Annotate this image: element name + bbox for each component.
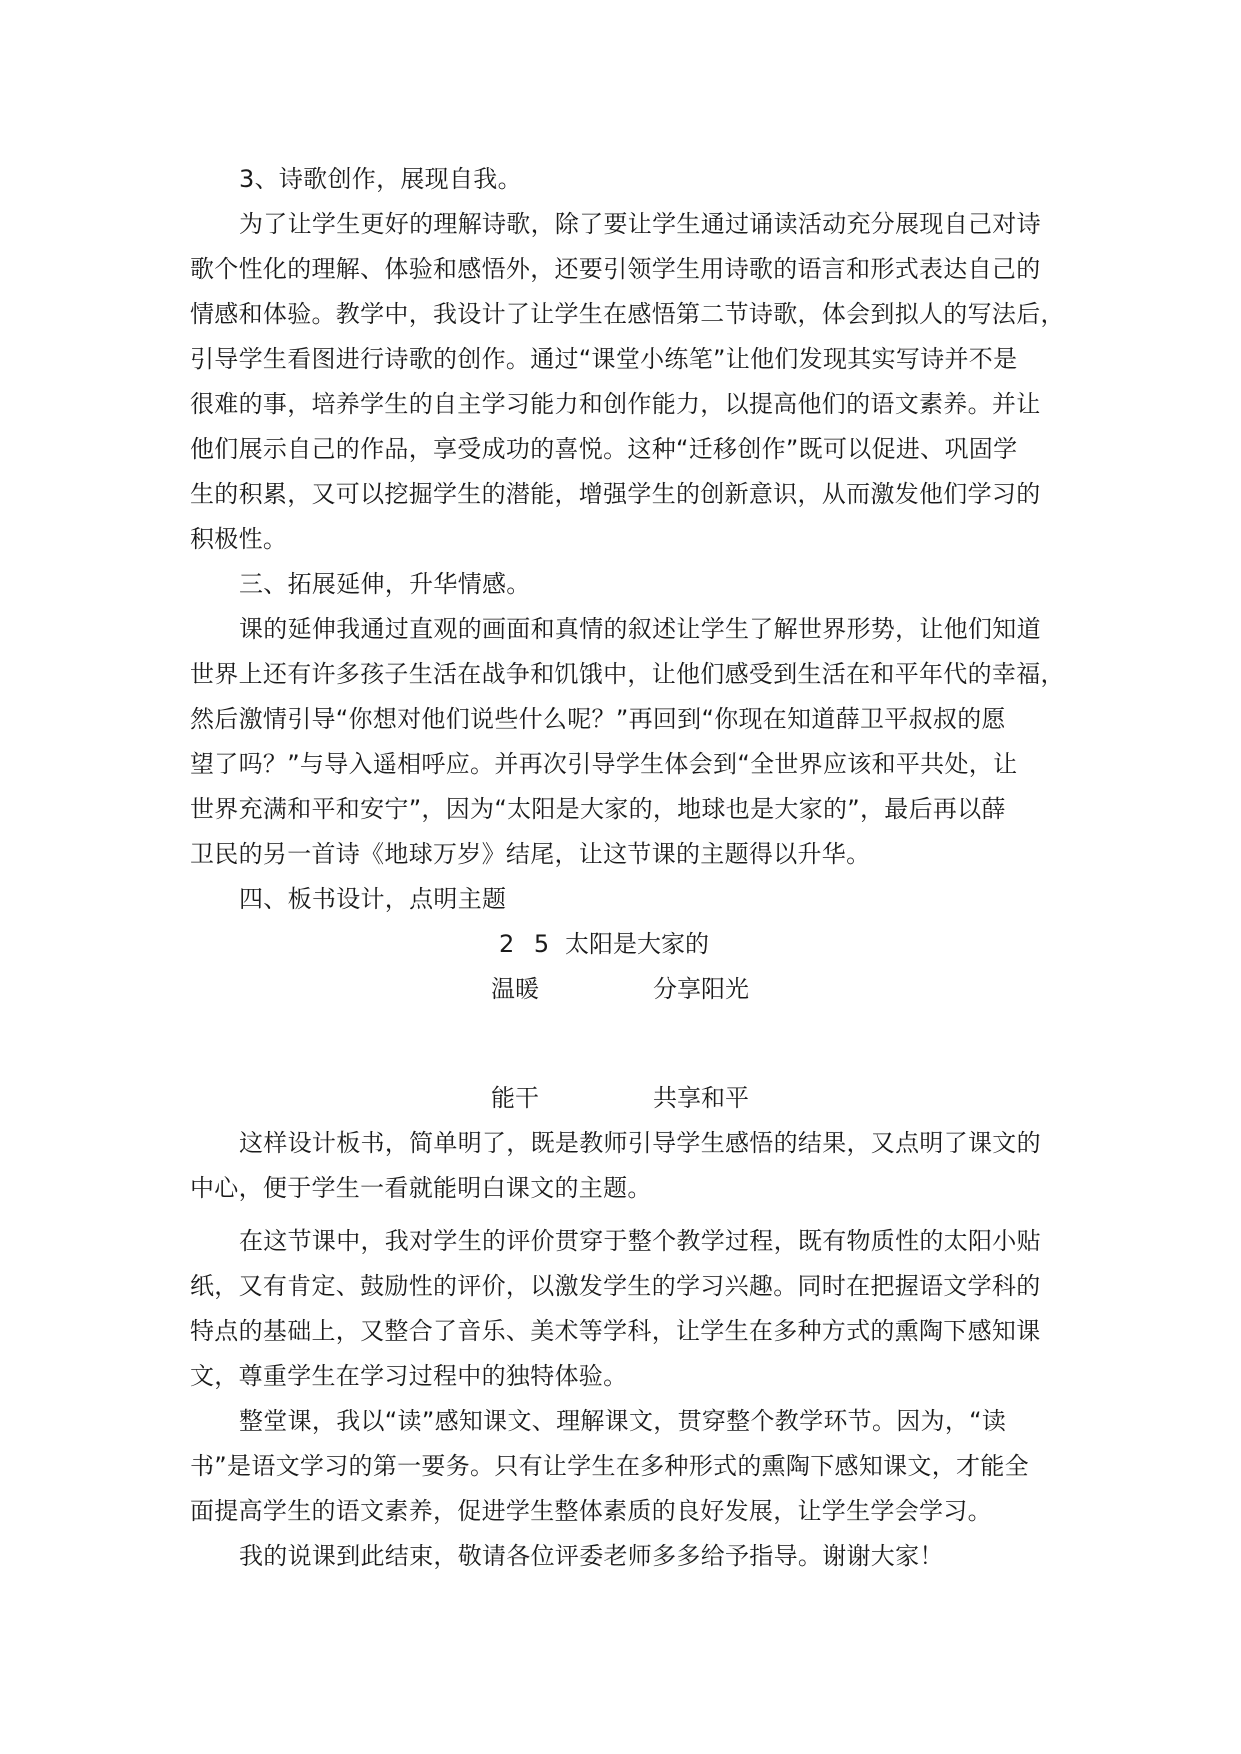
paragraph-line: 课的延伸我通过直观的画面和真情的叙述让学生了解世界形势，让他们知道 (239, 615, 1041, 643)
paragraph-line: 卫民的另一首诗《地球万岁》结尾，让这节课的主题得以升华。 (190, 840, 871, 868)
board-keyword: 共享和平 (653, 1084, 749, 1112)
paragraph-line: 歌个性化的理解、体验和感悟外，还要引领学生用诗歌的语言和形式表达自己的 (190, 255, 1041, 283)
paragraph-line: 为了让学生更好的理解诗歌，除了要让学生通过诵读活动充分展现自己对诗 (239, 210, 1041, 238)
board-keyword: 能干 (491, 1084, 539, 1112)
paragraph-line: 这样设计板书，简单明了，既是教师引导学生感悟的结果，又点明了课文的 (239, 1129, 1041, 1157)
paragraph-line: 他们展示自己的作品，享受成功的喜悦。这种“迁移创作”既可以促进、巩固学 (190, 435, 1018, 463)
paragraph-line: 中心，便于学生一看就能明白课文的主题。 (190, 1174, 652, 1202)
paragraph-line: 整堂课，我以“读”感知课文、理解课文，贯穿整个教学环节。因为，“读 (239, 1407, 1007, 1435)
paragraph-line: 世界上还有许多孩子生活在战争和饥饿中，让他们感受到生活在和平年代的幸福， (190, 660, 1065, 688)
closing-line: 我的说课到此结束，敬请各位评委老师多多给予指导。谢谢大家！ (239, 1542, 944, 1570)
board-title: 太阳是大家的 (565, 930, 709, 958)
paragraph-line: 情感和体验。教学中，我设计了让学生在感悟第二节诗歌，体会到拟人的写法后， (190, 300, 1065, 328)
paragraph-line: 世界充满和平和安宁”，因为“太阳是大家的，地球也是大家的”，最后再以薛 (190, 795, 1006, 823)
paragraph-line: 引导学生看图进行诗歌的创作。通过“课堂小练笔”让他们发现其实写诗并不是 (190, 345, 1018, 373)
board-number: 2 5 (499, 930, 556, 958)
paragraph-line: 望了吗？”与导入遥相呼应。并再次引导学生体会到“全世界应该和平共处，让 (190, 750, 1018, 778)
section-heading: 三、拓展延伸，升华情感。 (239, 570, 531, 598)
paragraph-line: 很难的事，培养学生的自主学习能力和创作能力，以提高他们的语文素养。并让 (190, 390, 1041, 418)
paragraph-line: 文，尊重学生在学习过程中的独特体验。 (190, 1362, 628, 1390)
section-heading: 3、诗歌创作，展现自我。 (239, 165, 522, 193)
paragraph-line: 纸，又有肯定、鼓励性的评价，以激发学生的学习兴趣。同时在把握语文学科的 (190, 1272, 1041, 1300)
paragraph-line: 生的积累，又可以挖掘学生的潜能，增强学生的创新意识，从而激发他们学习的 (190, 480, 1041, 508)
paragraph-line: 积极性。 (190, 525, 288, 553)
board-keyword: 分享阳光 (653, 975, 749, 1003)
paragraph-line: 然后激情引导“你想对他们说些什么呢？”再回到“你现在知道薛卫平叔叔的愿 (190, 705, 1006, 733)
paragraph-line: 在这节课中，我对学生的评价贯穿于整个教学过程，既有物质性的太阳小贴 (239, 1227, 1041, 1255)
paragraph-line: 面提高学生的语文素养，促进学生整体素质的良好发展，让学生学会学习。 (190, 1497, 992, 1525)
paragraph-line: 书”是语文学习的第一要务。只有让学生在多种形式的熏陶下感知课文，才能全 (190, 1452, 1029, 1480)
board-keyword: 温暖 (491, 975, 539, 1003)
section-heading: 四、板书设计，点明主题 (239, 885, 507, 913)
paragraph-line: 特点的基础上，又整合了音乐、美术等学科，让学生在多种方式的熏陶下感知课 (190, 1317, 1041, 1345)
